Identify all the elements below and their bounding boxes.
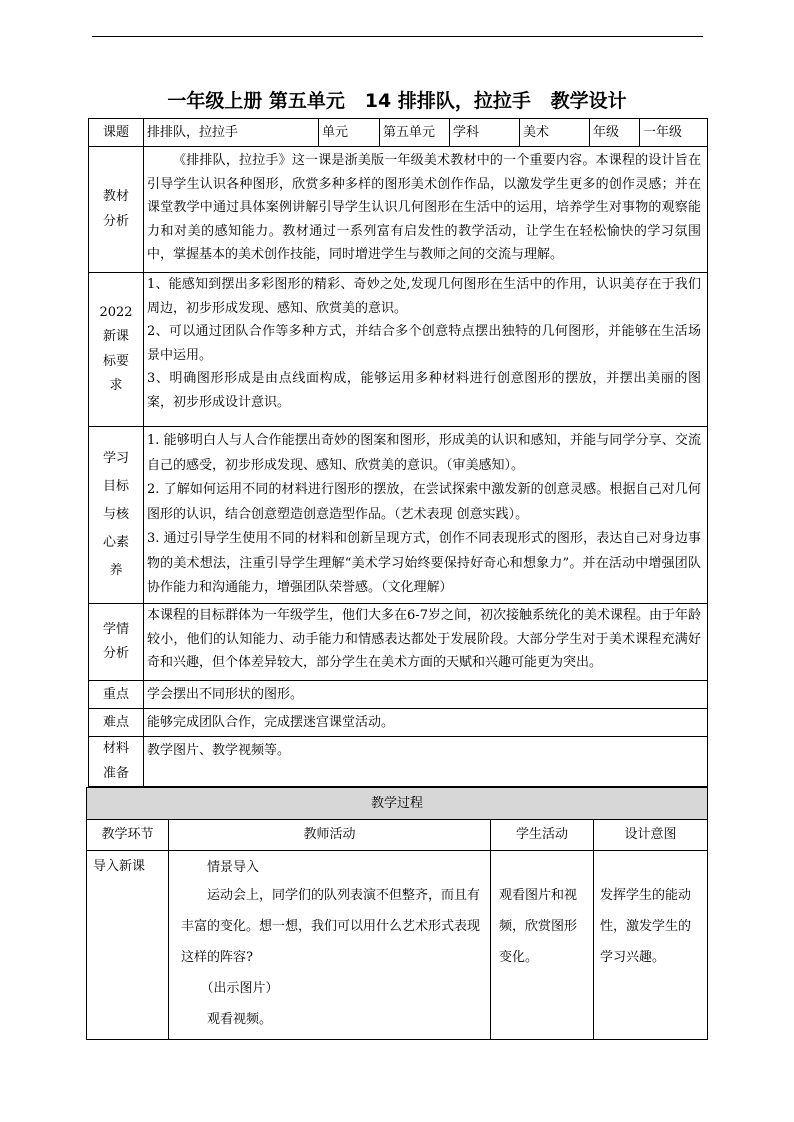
students-text: 本课程的目标群体为一年级学生，他们大多在6-7岁之间，初次接触系统化的美术课程。由于年龄较小，他们的认知能力、动手能力和情感表达都处于发展阶段。大部分学生对于美术课程充满好奇和兴趣，但个体差异较大，部分学生在美术方面的天赋和兴趣可能更为突出。 bbox=[144, 604, 708, 681]
column-teacher: 教师活动 bbox=[169, 820, 491, 851]
standards-row bbox=[89, 273, 708, 427]
standard-item: 2、可以通过团队合作等多种方式，并结合多个创意特点摆出独特的几何图形，并能够在生活场景中运用。 bbox=[147, 324, 701, 363]
label-line: 教材 bbox=[102, 189, 129, 204]
analysis-row bbox=[89, 147, 708, 273]
lesson-info-table bbox=[88, 118, 708, 787]
label-line: 准备 bbox=[102, 765, 129, 781]
label-line: 标要 bbox=[102, 353, 129, 369]
goal-item: 3. 通过引导学生使用不同的材料和创新呈现方式，创作不同表现形式的图形，表达自己对身边事物的美术想法，注重引导学生理解“美术学习始终要保持好奇心和想象力”。并在活动中增强团队协作能力和沟通能力，增强团队荣誉感。（文化理解） bbox=[147, 531, 701, 595]
key-row bbox=[89, 681, 708, 709]
process-columns-row bbox=[87, 820, 708, 851]
standard-item: 3、明确图形形成是由点线面构成，能够运用多种材料进行创意图形的摆放，并摆出美丽的图案，初步形成设计意识。 bbox=[147, 371, 701, 410]
unit-label: 单元 bbox=[319, 119, 380, 147]
process-header: 教学过程 bbox=[87, 788, 708, 820]
label-line: 养 bbox=[109, 563, 123, 578]
materials-row bbox=[89, 737, 708, 787]
difficult-label: 难点 bbox=[89, 709, 144, 737]
header-rule bbox=[92, 36, 703, 37]
label-line: 目标 bbox=[102, 479, 129, 494]
subject-label: 学科 bbox=[450, 119, 520, 147]
goals-text bbox=[144, 427, 708, 604]
teacher-activity-cell bbox=[169, 851, 491, 1040]
standards-label bbox=[89, 273, 144, 427]
goals-label bbox=[89, 427, 144, 604]
goals-row bbox=[89, 427, 708, 604]
label-line: 材料 bbox=[102, 741, 129, 756]
label-line: 2022 bbox=[99, 304, 133, 320]
process-row bbox=[87, 851, 708, 1040]
column-intent: 设计意图 bbox=[594, 820, 708, 851]
teacher-activity-line: （出示图片） bbox=[200, 981, 279, 996]
label-line: 新课 bbox=[102, 329, 129, 344]
label-line: 学情 bbox=[102, 621, 129, 637]
label-line: 分析 bbox=[102, 646, 129, 661]
teacher-activity-line: 运动会上，同学们的队列表演不但整齐，而且有丰富的变化。想一想，我们可以用什么艺术形式表现这样的阵容? bbox=[181, 888, 481, 965]
materials-text: 教学图片、教学视频等。 bbox=[144, 737, 708, 787]
process-header-row bbox=[87, 788, 708, 820]
students-label bbox=[89, 604, 144, 681]
students-row bbox=[89, 604, 708, 681]
grade-value: 一年级 bbox=[640, 119, 708, 147]
key-label: 重点 bbox=[89, 681, 144, 709]
standards-text bbox=[144, 273, 708, 427]
teacher-activity-line: 观看视频。 bbox=[207, 1012, 273, 1027]
teacher-activity-line: 情景导入 bbox=[207, 860, 260, 875]
label-line: 心素 bbox=[102, 535, 129, 550]
key-text: 学会摆出不同形状的图形。 bbox=[144, 681, 708, 709]
analysis-label bbox=[89, 147, 144, 273]
info-row bbox=[89, 119, 708, 147]
subject-value: 美术 bbox=[520, 119, 590, 147]
standard-item: 1、能感知到摆出多彩图形的精彩、奇妙之处,发现几何图形在生活中的作用，认识美存在于我们周边，初步形成发现、感知、欣赏美的意识。 bbox=[147, 277, 701, 316]
label-line: 分析 bbox=[102, 213, 129, 229]
stage-cell: 导入新课 bbox=[87, 851, 169, 1040]
topic-value: 排排队，拉拉手 bbox=[144, 119, 319, 147]
document-title: 一年级上册 第五单元 14 排排队，拉拉手 教学设计 bbox=[167, 90, 627, 112]
difficult-text: 能够完成团队合作，完成摆迷宫课堂活动。 bbox=[144, 709, 708, 737]
column-stage: 教学环节 bbox=[87, 820, 169, 851]
unit-value: 第五单元 bbox=[380, 119, 450, 147]
grade-label: 年级 bbox=[590, 119, 640, 147]
topic-label: 课题 bbox=[89, 119, 144, 147]
student-activity-cell: 观看图片和视频，欣赏图形变化。 bbox=[491, 851, 594, 1040]
materials-label bbox=[89, 737, 144, 787]
label-line: 与核 bbox=[102, 507, 129, 522]
column-student: 学生活动 bbox=[491, 820, 594, 851]
label-line: 求 bbox=[109, 378, 123, 393]
goal-item: 1. 能够明白人与人合作能摆出奇妙的图案和图形，形成美的认识和感知，并能与同学分享、交流自己的感受，初步形成发现、感知、欣赏美的意识。（审美感知）。 bbox=[147, 433, 701, 473]
goal-item: 2. 了解如何运用不同的材料进行图形的摆放，在尝试探索中激发新的创意灵感。根据自己对几何图形的认识，结合创意塑造创意造型作品。（艺术表现 创意实践）。 bbox=[147, 482, 701, 522]
difficult-row bbox=[89, 709, 708, 737]
label-line: 学习 bbox=[102, 451, 129, 466]
design-intent-cell: 发挥学生的能动性，激发学生的学习兴趣。 bbox=[594, 851, 708, 1040]
teaching-process-table bbox=[86, 787, 708, 1040]
analysis-text: 《排排队，拉拉手》这一课是浙美版一年级美术教材中的一个重要内容。本课程的设计旨在引导学生认识各种图形，欣赏多种多样的图形美术创作作品，以激发学生更多的创作灵感；并在课堂教学中通过具体案例讲解引导学生认识几何图形在生活中的运用，培养学生对事物的观察能力和对美的感知能力。教材通过一系列富有启发性的教学活动，让学生在轻松愉快的学习氛围中，掌握基本的美术创作技能，同时增进学生与教师之间的交流与理解。 bbox=[144, 147, 708, 273]
